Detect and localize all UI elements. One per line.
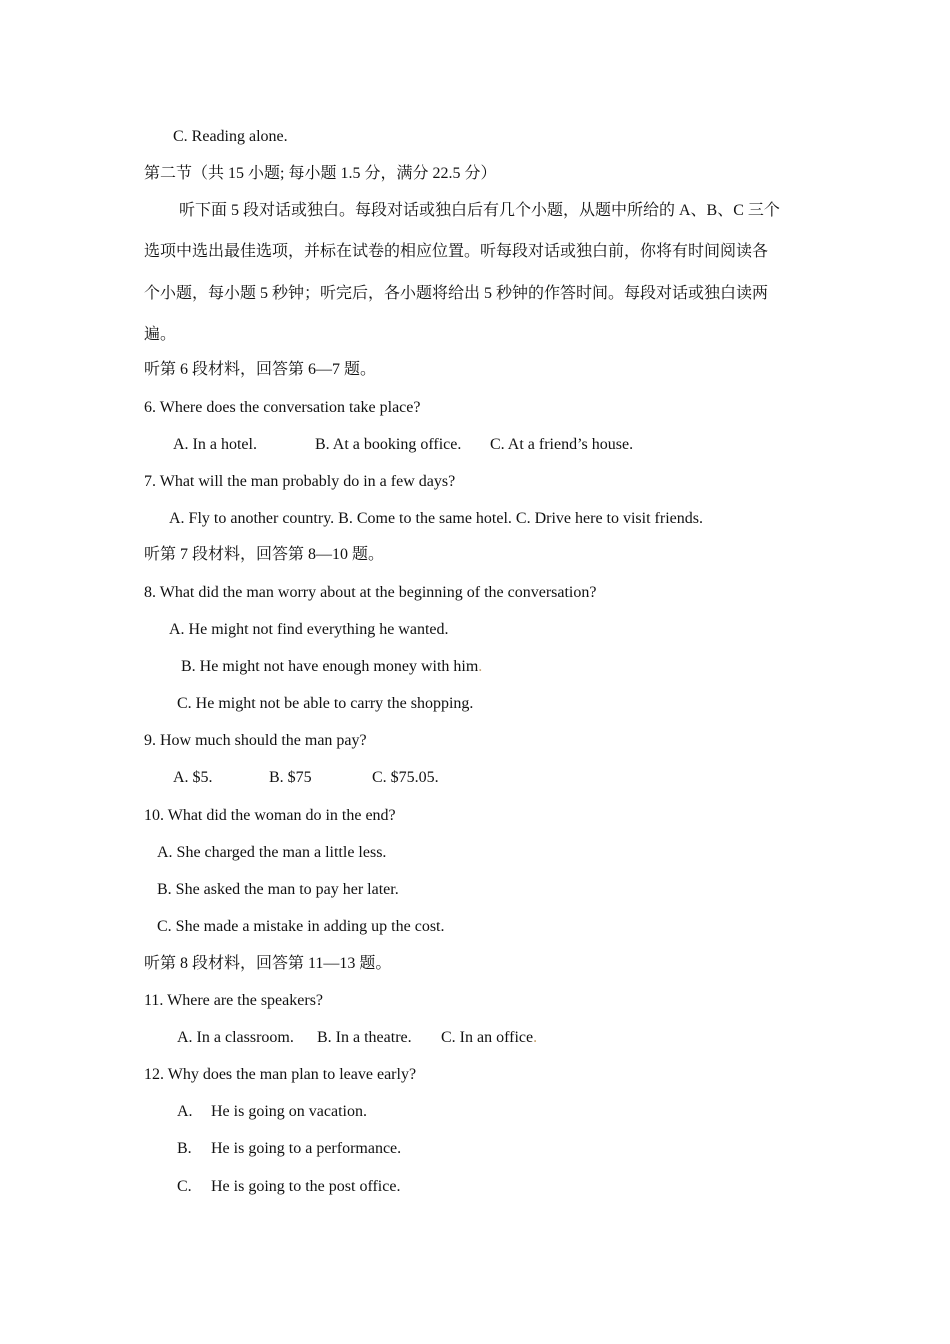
q9-option-c: C. $75.05. <box>372 769 439 786</box>
question-6: 6. Where does the conversation take place? <box>144 399 421 416</box>
question-8: 8. What did the man worry about at the beginning of the conversation? <box>144 584 597 601</box>
q12-option-a-letter: A. <box>177 1103 193 1120</box>
q8-option-c: C. He might not be able to carry the shopping. <box>177 695 474 712</box>
question-12: 12. Why does the man plan to leave early? <box>144 1066 417 1083</box>
q12-option-b: He is going to a performance. <box>211 1140 402 1157</box>
q11-option-c-text: C. In an office <box>441 1029 534 1046</box>
instruction-line-4: 遍。 <box>144 326 177 343</box>
q6-option-a: A. In a hotel. <box>173 436 257 453</box>
q11-option-a: A. In a classroom. <box>177 1029 294 1046</box>
section-title: 第二节（共 15 小题; 每小题 1.5 分，满分 22.5 分） <box>144 165 497 182</box>
q5-option-c: C. Reading alone. <box>173 128 288 145</box>
q10-option-a: A. She charged the man a little less. <box>157 844 387 861</box>
q8-option-b <box>181 657 482 677</box>
instruction-line-2: 选项中选出最佳选项，并标在试卷的相应位置。听每段对话或独白前，你将有时间阅读各 <box>144 243 769 260</box>
q12-option-c: He is going to the post office. <box>211 1178 401 1195</box>
q7-options: A. Fly to another country. B. Come to the same hotel. C. Drive here to visit friends. <box>169 510 703 527</box>
q6-option-b: B. At a booking office. <box>315 436 462 453</box>
q9-option-b: B. $75 <box>269 769 312 786</box>
q12-option-b-letter: B. <box>177 1140 192 1157</box>
q10-option-b: B. She asked the man to pay her later. <box>157 881 399 898</box>
question-10: 10. What did the woman do in the end? <box>144 807 396 824</box>
q11-option-c <box>441 1028 537 1048</box>
material-6-heading: 听第 6 段材料，回答第 6—7 题。 <box>144 361 377 378</box>
q11-option-c-period: . <box>533 1029 538 1046</box>
q9-option-a: A. $5. <box>173 769 213 786</box>
q12-option-c-letter: C. <box>177 1178 192 1195</box>
question-7: 7. What will the man probably do in a few days? <box>144 473 456 490</box>
material-7-heading: 听第 7 段材料，回答第 8—10 题。 <box>144 546 385 563</box>
material-8-heading: 听第 8 段材料，回答第 11—13 题。 <box>144 955 392 972</box>
q10-option-c: C. She made a mistake in adding up the cost. <box>157 918 445 935</box>
q8-option-b-text: B. He might not have enough money with him <box>181 658 479 675</box>
instruction-line-3: 个小题，每小题 5 秒钟；听完后，各小题将给出 5 秒钟的作答时间。每段对话或独白读两 <box>144 285 769 302</box>
instruction-line-1: 听下面 5 段对话或独白。每段对话或独白后有几个小题，从题中所给的 A、B、C 三个 <box>179 202 780 219</box>
q8-option-b-period: . <box>478 658 483 675</box>
q8-option-a: A. He might not find everything he wanted. <box>169 621 449 638</box>
q11-option-b: B. In a theatre. <box>317 1029 412 1046</box>
question-9: 9. How much should the man pay? <box>144 732 367 749</box>
q12-option-a: He is going on vacation. <box>211 1103 367 1120</box>
q6-option-c: C. At a friend’s house. <box>490 436 634 453</box>
question-11: 11. Where are the speakers? <box>144 992 324 1009</box>
